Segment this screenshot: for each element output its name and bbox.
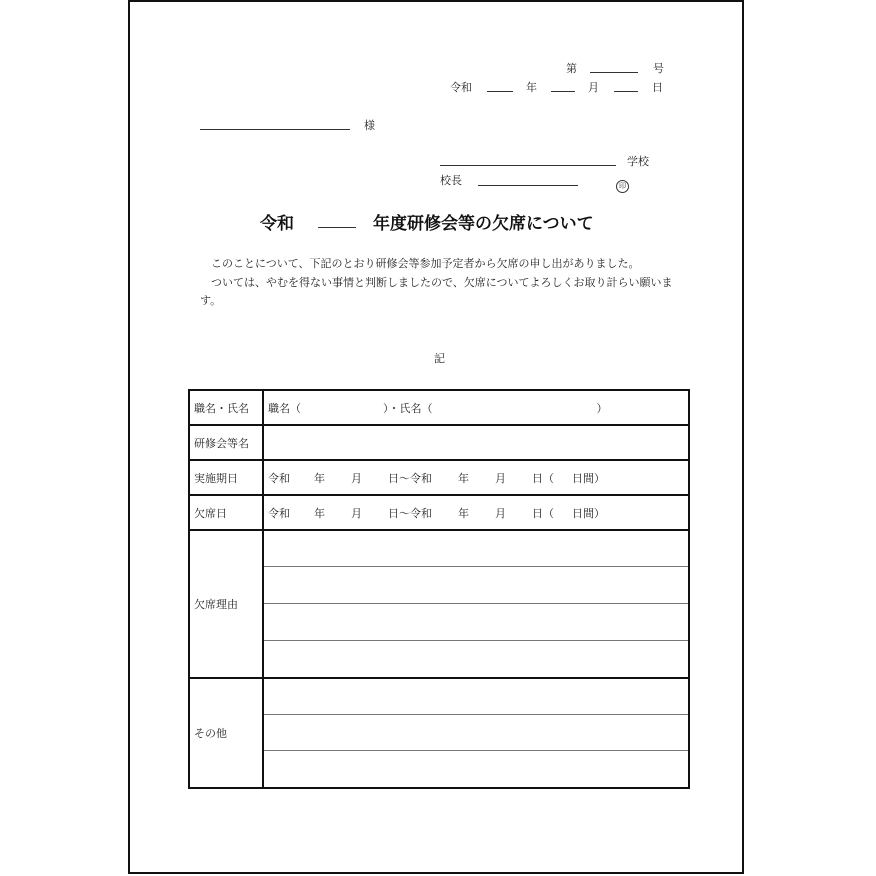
period-field[interactable] <box>263 460 689 495</box>
title-era: 令和 <box>260 214 294 234</box>
row-label-job-name: 職名・氏名 <box>189 390 263 425</box>
doc-number-blank[interactable] <box>590 72 638 73</box>
principal-label: 校長 <box>440 174 462 187</box>
table-row <box>189 678 689 788</box>
absence-year-2: 年 <box>458 506 469 520</box>
period-year: 年 <box>314 471 325 485</box>
date-year-label: 年 <box>526 81 537 94</box>
date-day-label: 日 <box>652 81 663 94</box>
absence-month-2: 月 <box>495 506 506 520</box>
reason-line[interactable] <box>264 641 688 677</box>
principal-name-blank[interactable] <box>478 185 578 186</box>
table-row <box>189 530 689 678</box>
period-era: 令和 <box>268 471 290 485</box>
absence-year: 年 <box>314 506 325 520</box>
school-suffix: 学校 <box>627 155 649 168</box>
row-label-reason: 欠席理由 <box>189 530 263 678</box>
period-month: 月 <box>351 471 362 485</box>
other-field[interactable] <box>263 678 689 788</box>
training-name-field[interactable] <box>263 425 689 460</box>
other-line[interactable] <box>264 715 688 751</box>
table-row <box>189 495 689 530</box>
absence-days: 日間） <box>572 506 605 520</box>
job-title-close: ） <box>383 401 389 415</box>
document-page <box>128 0 744 874</box>
seal-mark <box>616 173 629 193</box>
absence-month: 月 <box>351 506 362 520</box>
absence-day-2: 日（ <box>532 506 554 520</box>
period-year-2: 年 <box>458 471 469 485</box>
period-month-2: 月 <box>495 471 506 485</box>
other-line[interactable] <box>264 679 688 715</box>
table-row <box>189 425 689 460</box>
recipient-honorific: 様 <box>364 119 375 132</box>
reason-field[interactable] <box>263 530 689 678</box>
body-paragraph-2: ついては、やむを得ない事情と判断しましたので、欠席についてよろしくお取り計らい願います。 <box>200 275 673 307</box>
ki-heading: 記 <box>434 352 445 365</box>
period-days: 日間） <box>572 471 605 485</box>
absence-date-field[interactable] <box>263 495 689 530</box>
doc-number-suffix: 号 <box>653 62 664 75</box>
absence-era: 令和 <box>268 506 290 520</box>
period-separator: 日～令和 <box>388 471 432 485</box>
job-name-field[interactable] <box>263 390 689 425</box>
name-prefix: ・氏名（ <box>388 401 433 415</box>
table-row <box>189 460 689 495</box>
title-year-blank[interactable] <box>318 227 356 228</box>
row-label-period: 実施期日 <box>189 460 263 495</box>
date-year-blank[interactable] <box>487 91 513 92</box>
row-label-other: その他 <box>189 678 263 788</box>
seal-icon: 印 <box>616 180 629 193</box>
recipient-name-blank[interactable] <box>200 129 350 130</box>
job-title-prefix: 職名（ <box>268 401 301 415</box>
date-month-blank[interactable] <box>551 91 575 92</box>
reason-line[interactable] <box>264 604 688 641</box>
date-month-label: 月 <box>588 81 599 94</box>
date-era: 令和 <box>450 81 472 94</box>
doc-number-prefix: 第 <box>566 62 577 75</box>
row-label-training-name: 研修会等名 <box>189 425 263 460</box>
period-day-2: 日（ <box>532 471 554 485</box>
table-row <box>189 390 689 425</box>
name-close: ） <box>596 401 608 415</box>
absence-form-table <box>188 389 690 789</box>
body-text <box>200 255 680 311</box>
school-name-blank[interactable] <box>440 165 616 166</box>
row-label-absence-date: 欠席日 <box>189 495 263 530</box>
date-day-blank[interactable] <box>614 91 638 92</box>
body-paragraph-1: このことについて、下記のとおり研修会等参加予定者から欠席の申し出がありました。 <box>211 257 640 270</box>
reason-line[interactable] <box>264 531 688 567</box>
reason-line[interactable] <box>264 567 688 604</box>
absence-separator: 日～令和 <box>388 506 432 520</box>
page-title: 年度研修会等の欠席について <box>373 214 594 234</box>
other-line[interactable] <box>264 751 688 787</box>
